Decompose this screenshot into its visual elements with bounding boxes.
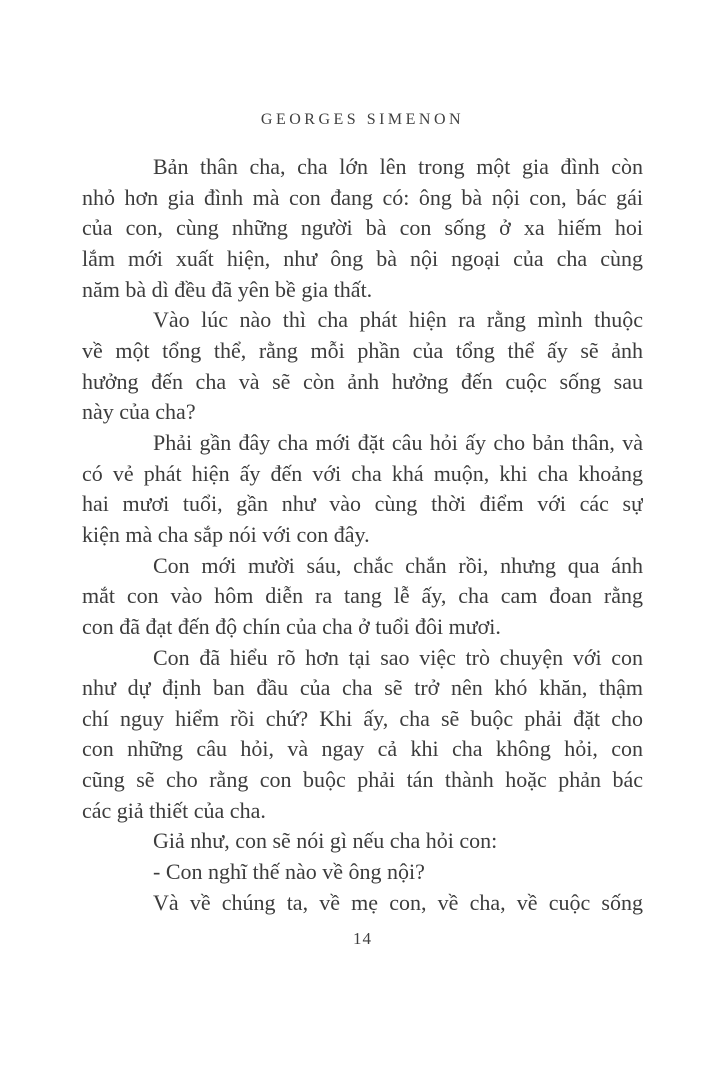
text-line: kiện mà cha sắp nói với con đây.: [82, 521, 370, 547]
text-line: cũng sẽ cho rằng con buộc phải tán thành hoặc phản bác: [82, 767, 643, 793]
text-line: hai mươi tuổi, gần như vào cùng thời điểm với các sự: [82, 491, 643, 517]
paragraph: [82, 643, 643, 827]
text-line: này của cha?: [82, 399, 196, 425]
paragraph: [82, 551, 643, 643]
text-line: con những câu hỏi, và ngay cả khi cha không hỏi, con: [82, 736, 643, 762]
text-line: Vào lúc nào thì cha phát hiện ra rằng mình thuộc: [153, 307, 643, 333]
paragraph: [82, 428, 643, 551]
body-text: [82, 152, 643, 918]
text-line: Giả như, con sẽ nói gì nếu cha hỏi con:: [153, 828, 498, 854]
running-header: GEORGES SIMENON: [260, 111, 465, 128]
text-line: Bản thân cha, cha lớn lên trong một gia đình còn: [153, 154, 643, 179]
text-line: Con đã hiểu rõ hơn tại sao việc trò chuyện với con: [153, 644, 643, 670]
text-line: về một tổng thể, rằng mỗi phần của tổng thể ấy sẽ ảnh: [82, 337, 643, 363]
paragraph: [82, 826, 643, 857]
text-line: có vẻ phát hiện ấy đến với cha khá muộn, khi cha khoảng: [82, 460, 643, 486]
text-line: lắm mới xuất hiện, như ông bà nội ngoại của cha cùng: [82, 245, 643, 271]
paragraph: [82, 305, 643, 428]
paragraph: [82, 152, 643, 305]
text-line: của con, cùng những người bà con sống ở xa hiếm hoi: [82, 215, 643, 241]
paragraph: [82, 857, 643, 888]
text-line: chí nguy hiểm rồi chứ? Khi ấy, cha sẽ buộc phải đặt cho: [82, 705, 643, 731]
text-line: Phải gần đây cha mới đặt câu hỏi ấy cho bản thân, và: [153, 429, 643, 455]
page-number: 14: [353, 929, 372, 948]
paragraph: [82, 888, 643, 919]
text-line: mắt con vào hôm diễn ra tang lễ ấy, cha cam đoan rằng: [82, 583, 643, 609]
text-line: các giả thiết của cha.: [82, 797, 266, 823]
text-line: - Con nghĩ thế nào về ông nội?: [153, 859, 425, 885]
text-line: con đã đạt đến độ chín của cha ở tuổi đôi mươi.: [82, 613, 501, 639]
text-line: hưởng đến cha và sẽ còn ảnh hưởng đến cuộc sống sau: [82, 368, 643, 394]
text-line: nhỏ hơn gia đình mà con đang có: ông bà nội con, bác gái: [82, 184, 643, 210]
text-line: Và về chúng ta, về mẹ con, về cha, về cuộc sống: [153, 889, 643, 915]
text-line: Con mới mười sáu, chắc chắn rồi, nhưng qua ánh: [153, 552, 643, 578]
text-line: như dự định ban đầu của cha sẽ trở nên khó khăn, thậm: [82, 675, 643, 701]
text-line: năm bà dì đều đã yên bề gia thất.: [82, 276, 373, 302]
